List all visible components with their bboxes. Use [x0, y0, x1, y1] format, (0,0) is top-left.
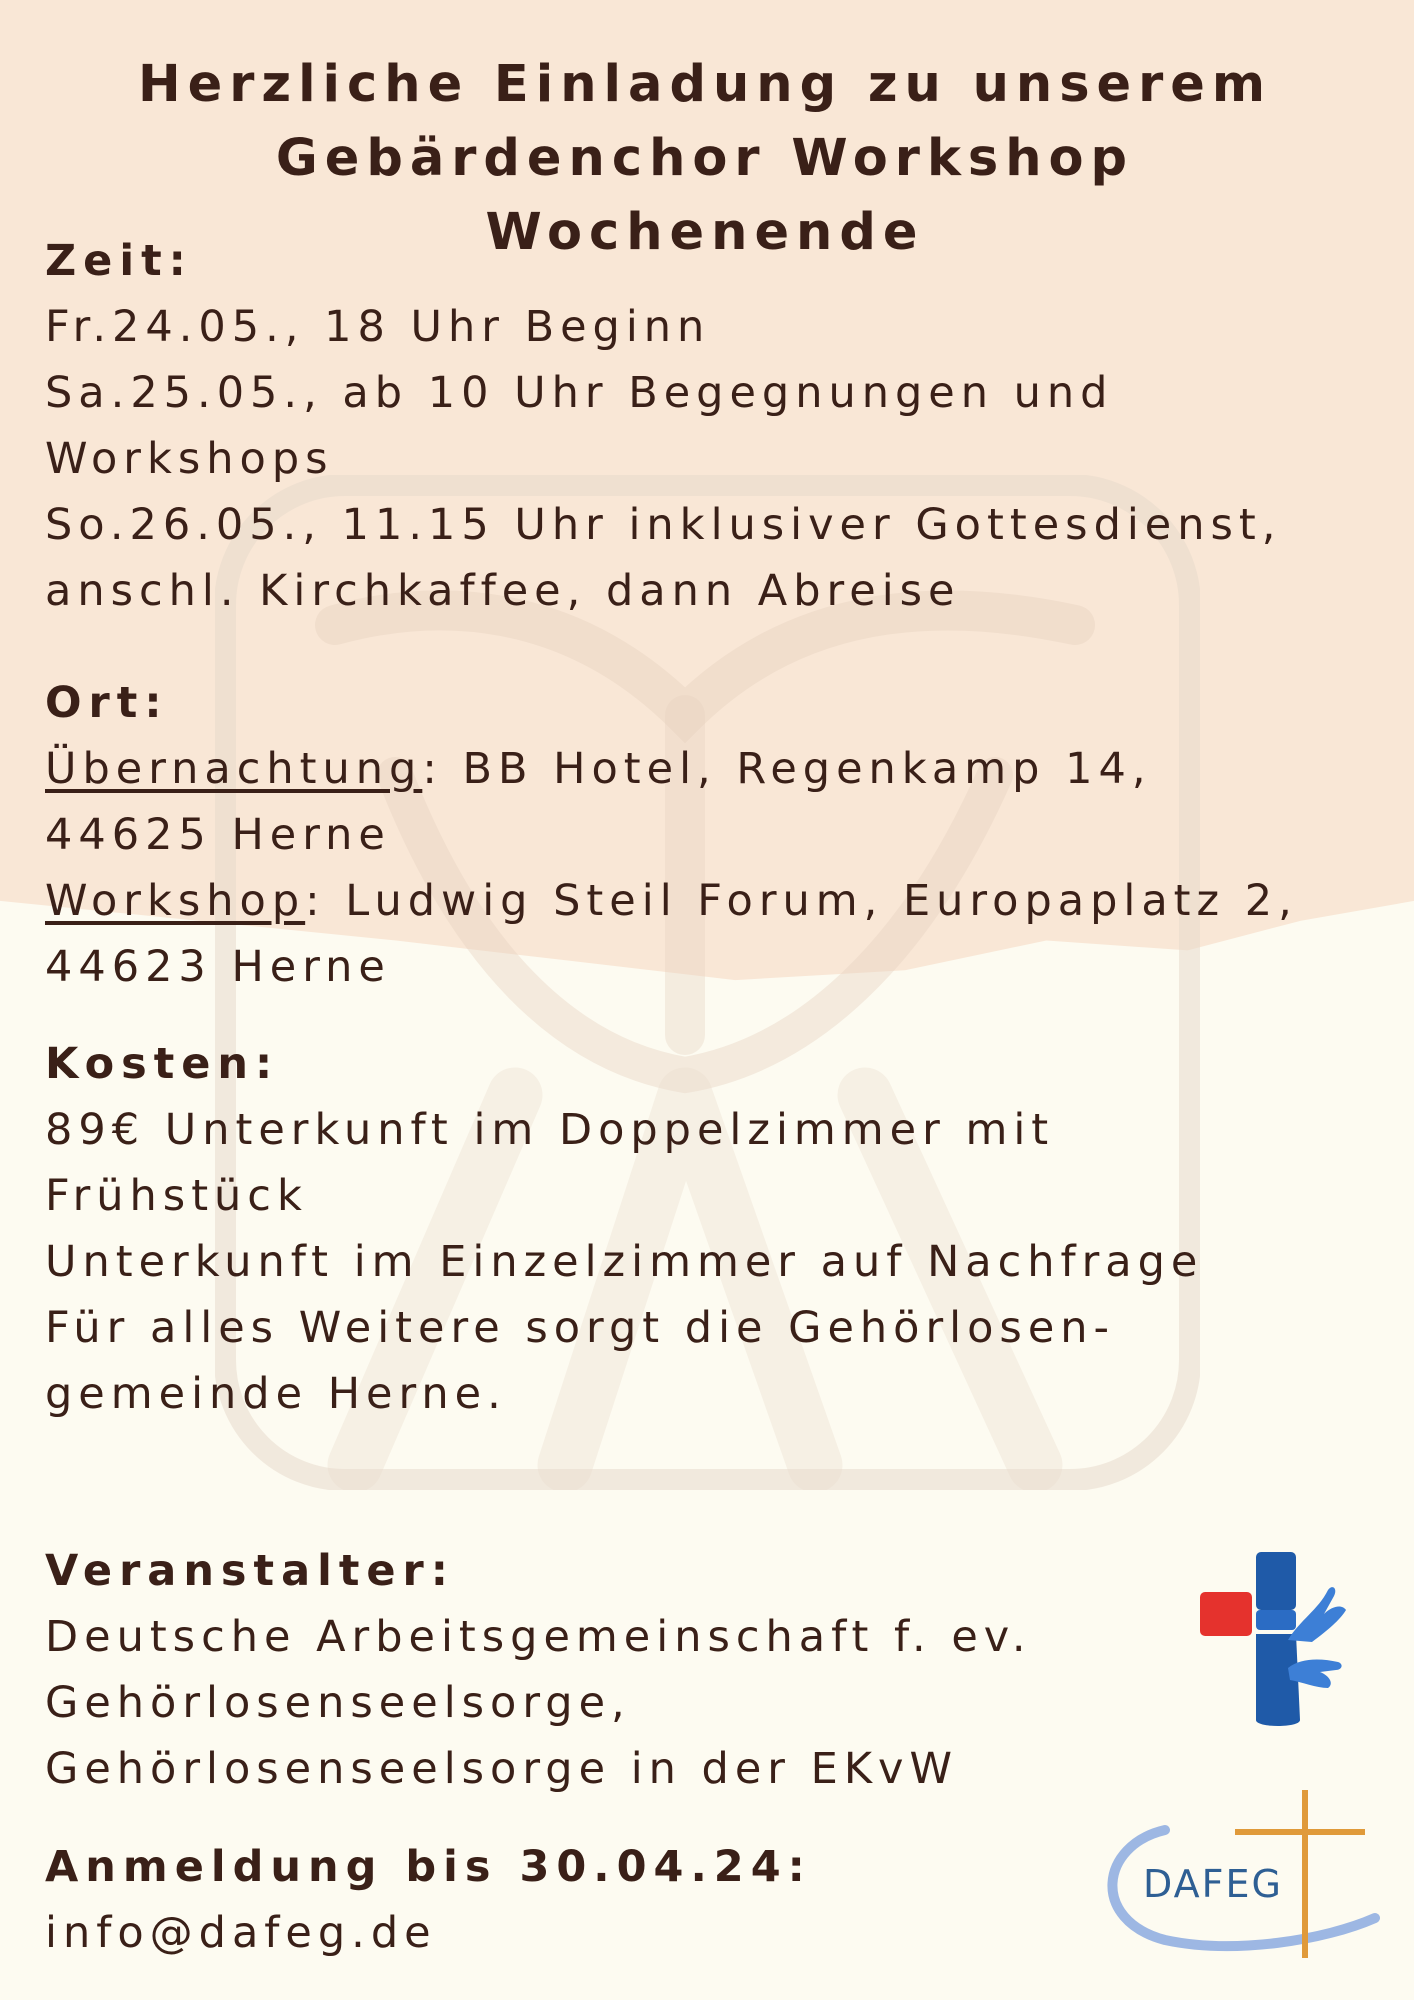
zeit-line: anschl. Kirchkaffee, dann Abreise [45, 566, 961, 616]
section-zeit [45, 228, 1385, 624]
zeit-heading: Zeit: [45, 236, 193, 286]
veranstalter-line: Deutsche Arbeitsgemeinschaft f. ev. [45, 1612, 1032, 1662]
dafeg-logo-text: DAFEG [1143, 1862, 1283, 1906]
section-veranstalter [45, 1538, 1385, 1802]
workshop-address: : Ludwig Steil Forum, Europaplatz 2, [305, 876, 1298, 926]
title-line-2: Gebärdenchor Workshop Wochenende [275, 129, 1135, 262]
workshop-city: 44623 Herne [45, 942, 391, 992]
cross-with-signing-hands-icon [1200, 1550, 1350, 1730]
uebernachtung-label: Übernachtung [45, 744, 423, 794]
section-ort [45, 670, 1385, 1000]
kosten-line: gemeinde Herne. [45, 1369, 507, 1419]
ort-heading: Ort: [45, 678, 169, 728]
veranstalter-line: Gehörlosenseelsorge in der EKvW [45, 1744, 958, 1794]
workshop-label: Workshop [45, 876, 306, 926]
zeit-line: Fr.24.05., 18 Uhr Beginn [45, 302, 711, 352]
kosten-line: 89€ Unterkunft im Doppelzimmer mit [45, 1105, 1055, 1155]
veranstalter-heading: Veranstalter: [45, 1546, 455, 1596]
anmeldung-heading: Anmeldung bis 30.04.24: [45, 1842, 812, 1892]
uebernachtung-city: 44625 Herne [45, 810, 391, 860]
kosten-line: Unterkunft im Einzelzimmer auf Nachfrage [45, 1237, 1204, 1287]
zeit-line: So.26.05., 11.15 Uhr inklusiver Gottesdienst, [45, 500, 1282, 550]
workshop-line [45, 868, 1385, 934]
kosten-heading: Kosten: [45, 1039, 280, 1089]
kosten-line: Frühstück [45, 1171, 308, 1221]
kosten-line: Für alles Weitere sorgt die Gehörlosen- [45, 1303, 1116, 1353]
zeit-line: Workshops [45, 434, 334, 484]
anmeldung-email[interactable]: info@dafeg.de [45, 1908, 437, 1958]
veranstalter-line: Gehörlosenseelsorge, [45, 1678, 631, 1728]
uebernachtung-line [45, 736, 1385, 802]
zeit-line: Sa.25.05., ab 10 Uhr Begegnungen und [45, 368, 1114, 418]
section-kosten [45, 1031, 1385, 1427]
title-line-1: Herzliche Einladung zu unserem [137, 55, 1273, 114]
uebernachtung-address: : BB Hotel, Regenkamp 14, [422, 744, 1152, 794]
dafeg-logo [1095, 1790, 1390, 1960]
